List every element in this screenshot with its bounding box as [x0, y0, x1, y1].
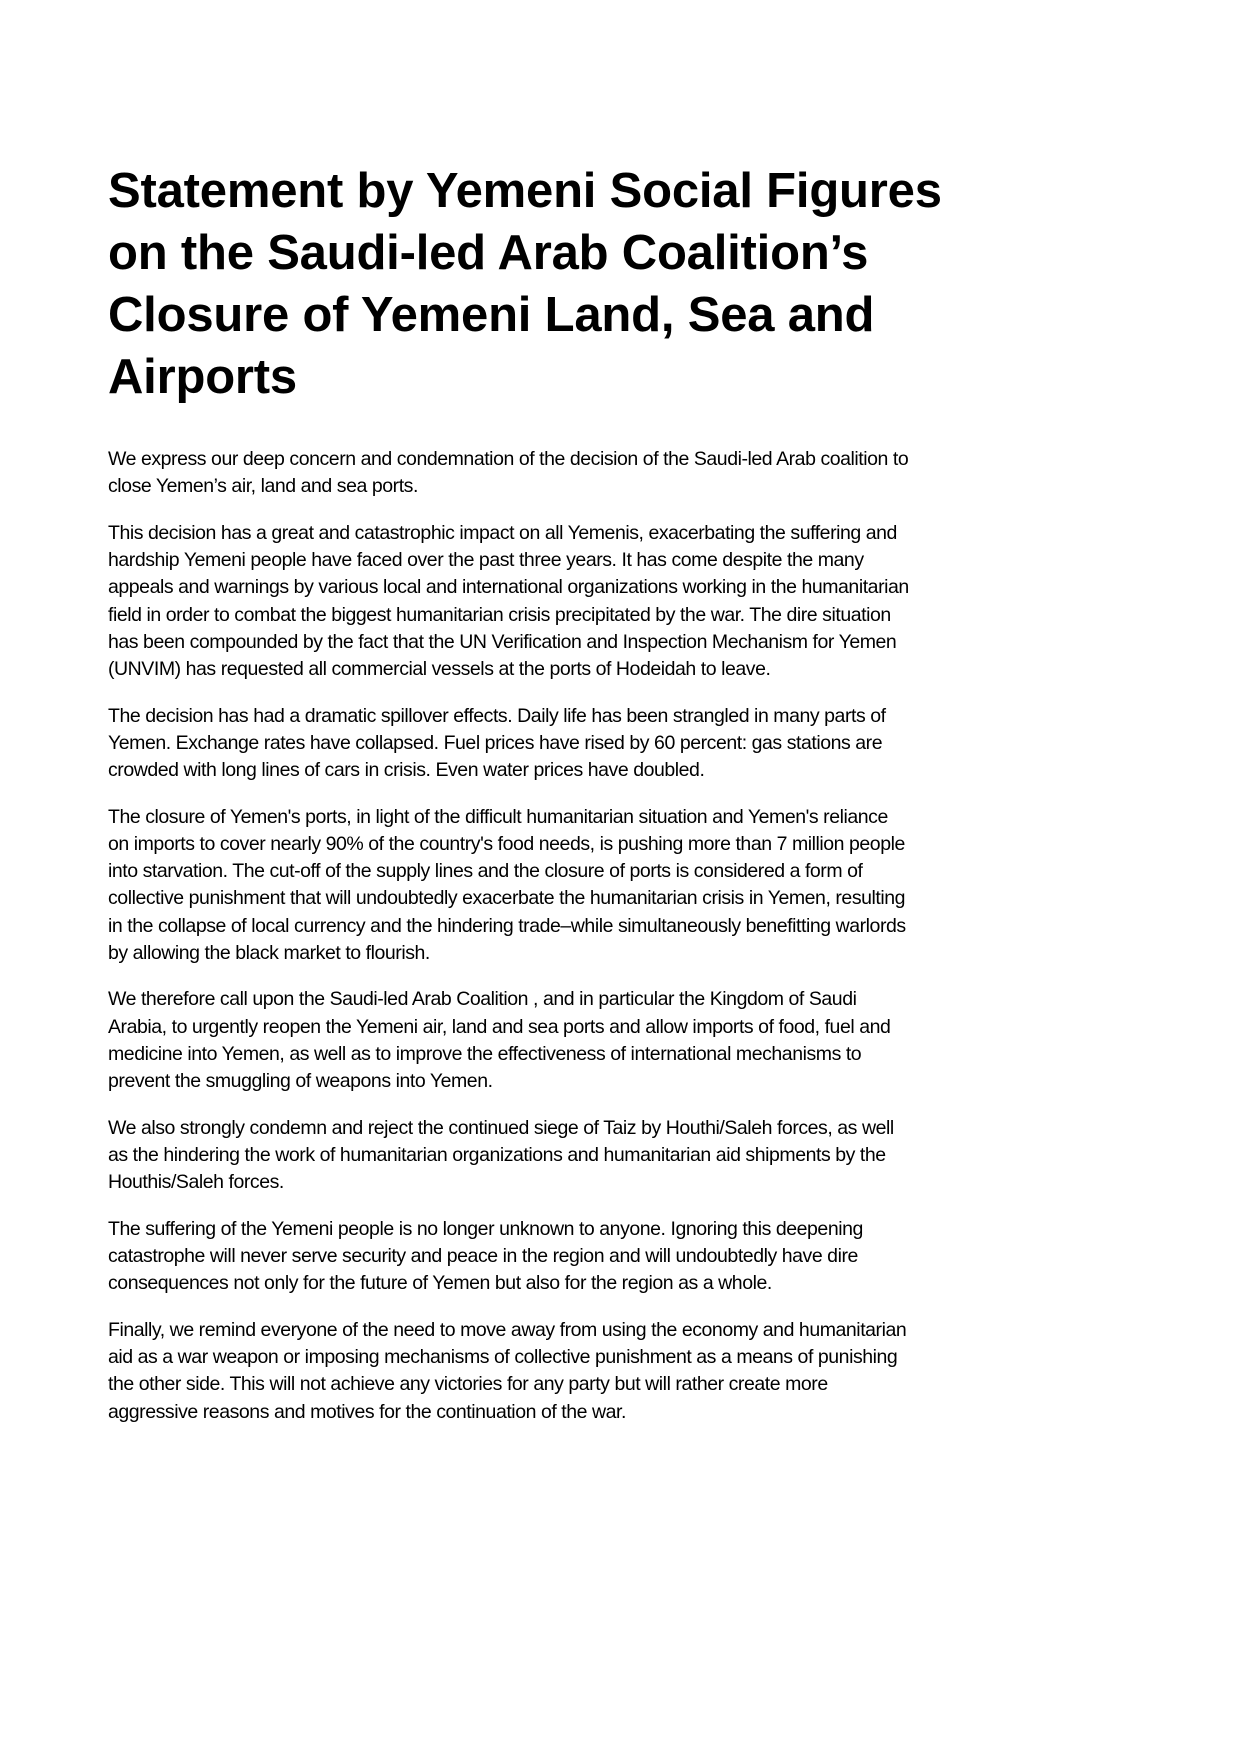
paragraph-line: Finally, we remind everyone of the need to move away from using the economy and humanitarian	[108, 1318, 907, 1341]
paragraph-line: Yemen. Exchange rates have collapsed. Fuel prices have rised by 60 percent: gas stations are	[108, 731, 883, 754]
paragraph-line: consequences not only for the future of Yemen but also for the region as a whole.	[108, 1272, 772, 1295]
title-line: Airports	[108, 350, 297, 404]
paragraph-line: field in order to combat the biggest humanitarian crisis precipitated by the war. The dire situation	[108, 603, 891, 626]
paragraph-line: Arabia, to urgently reopen the Yemeni air, land and sea ports and allow imports of food, fuel and	[108, 1015, 891, 1038]
paragraph-line: collective punishment that will undoubtedly exacerbate the humanitarian crisis in Yemen, resulting	[108, 887, 906, 910]
paragraph-line: The suffering of the Yemeni people is no longer unknown to anyone. Ignoring this deepening	[108, 1217, 863, 1240]
document-page	[108, 160, 1138, 1445]
paragraph-line: aid as a war weapon or imposing mechanisms of collective punishment as a means of punishing	[108, 1346, 898, 1369]
paragraph-line: prevent the smuggling of weapons into Yemen.	[108, 1070, 493, 1093]
paragraph-line: as the hindering the work of humanitarian organizations and humanitarian aid shipments by the	[108, 1143, 886, 1166]
paragraph-call-to-reopen	[108, 986, 1138, 1095]
paragraph-line: Houthis/Saleh forces.	[108, 1171, 284, 1194]
paragraph-taiz-siege	[108, 1115, 1138, 1197]
paragraph-line: into starvation. The cut-off of the supply lines and the closure of ports is considered a form of	[108, 860, 863, 883]
paragraph-line: aggressive reasons and motives for the continuation of the war.	[108, 1400, 626, 1423]
paragraph-line: has been compounded by the fact that the UN Verification and Inspection Mechanism for Yemen	[108, 630, 897, 653]
paragraph-line: appeals and warnings by various local and international organizations working in the humanitarian	[108, 576, 909, 599]
paragraph-line: the other side. This will not achieve any victories for any party but will rather create more	[108, 1373, 828, 1396]
paragraph-conclusion	[108, 1317, 1138, 1426]
paragraph-line: close Yemen’s air, land and sea ports.	[108, 475, 418, 498]
title-line: Closure of Yemeni Land, Sea and	[108, 288, 875, 342]
document-title	[108, 160, 1138, 408]
paragraph-line: medicine into Yemen, as well as to improve the effectiveness of international mechanisms to	[108, 1042, 862, 1065]
paragraph-line: by allowing the black market to flourish.	[108, 941, 430, 964]
paragraph-line: in the collapse of local currency and the hindering trade–while simultaneously benefitting warlords	[108, 914, 906, 937]
title-line: on the Saudi-led Arab Coalition’s	[108, 226, 869, 280]
paragraph-line: hardship Yemeni people have faced over the past three years. It has come despite the many	[108, 549, 864, 572]
paragraph-line: crowded with long lines of cars in crisis. Even water prices have doubled.	[108, 759, 705, 782]
paragraph-suffering	[108, 1216, 1138, 1298]
paragraph-line: The decision has had a dramatic spillover effects. Daily life has been strangled in many parts of	[108, 704, 886, 727]
paragraph-closure	[108, 804, 1138, 967]
paragraph-line: (UNVIM) has requested all commercial vessels at the ports of Hodeidah to leave.	[108, 657, 771, 680]
title-line: Statement by Yemeni Social Figures	[108, 164, 942, 218]
paragraph-line: We also strongly condemn and reject the continued siege of Taiz by Houthi/Saleh forces, as well	[108, 1116, 894, 1139]
paragraph-line: on imports to cover nearly 90% of the country's food needs, is pushing more than 7 million people	[108, 832, 905, 855]
paragraph-line: We therefore call upon the Saudi-led Arab Coalition , and in particular the Kingdom of Saudi	[108, 988, 857, 1011]
paragraph-line: catastrophe will never serve security and peace in the region and will undoubtedly have dire	[108, 1245, 858, 1268]
paragraph-spillover	[108, 703, 1138, 785]
paragraph-concern	[108, 446, 1138, 500]
paragraph-impact	[108, 520, 1138, 683]
paragraph-line: This decision has a great and catastrophic impact on all Yemenis, exacerbating the suffering and	[108, 521, 897, 544]
paragraph-line: The closure of Yemen's ports, in light of the difficult humanitarian situation and Yemen's reliance	[108, 805, 888, 828]
paragraph-line: We express our deep concern and condemnation of the decision of the Saudi-led Arab coalition to	[108, 448, 909, 470]
